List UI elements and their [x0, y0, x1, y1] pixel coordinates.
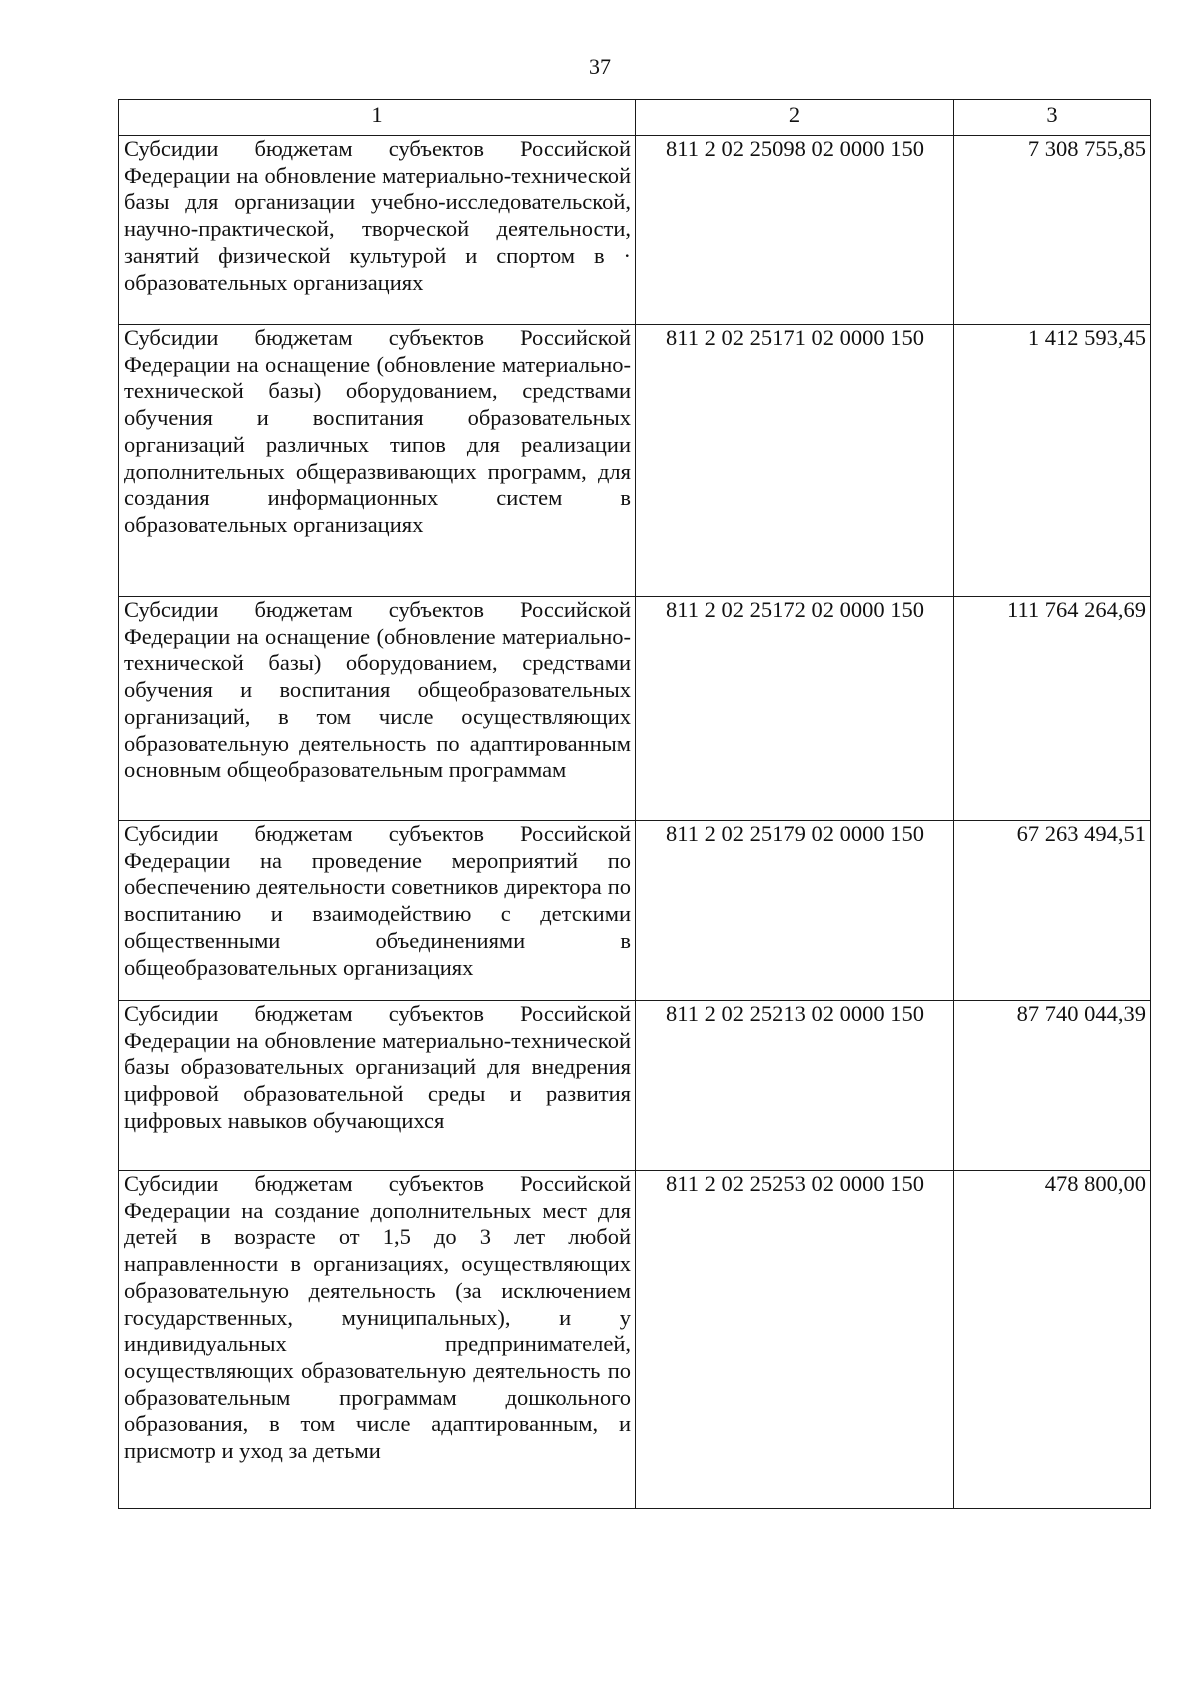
row-code: 811 2 02 25171 02 0000 150: [636, 325, 954, 597]
row-code: 811 2 02 25253 02 0000 150: [636, 1171, 954, 1509]
row-amount: 111 764 264,69: [954, 597, 1151, 821]
row-description: Субсидии бюджетам субъектов Российской Федерации на обновление материально-технической базы для организации учебно-исследовательской, научно-практической, творческой деятельности, занятий физической культурой и спортом в · образовательных организациях: [119, 136, 636, 325]
column-header-2: 2: [636, 100, 954, 136]
table-row: [119, 821, 1151, 1001]
row-amount: 478 800,00: [954, 1171, 1151, 1509]
row-amount: 87 740 044,39: [954, 1001, 1151, 1171]
table-header-row: [119, 100, 1151, 136]
column-header-1: 1: [119, 100, 636, 136]
row-code: 811 2 02 25213 02 0000 150: [636, 1001, 954, 1171]
row-code: 811 2 02 25098 02 0000 150: [636, 136, 954, 325]
table-row: [119, 325, 1151, 597]
table-row: [119, 597, 1151, 821]
row-description: Субсидии бюджетам субъектов Российской Федерации на проведение мероприятий по обеспечению деятельности советников директора по воспитанию и взаимодействию с детскими общественными объединениями в общеобразовательных организациях: [119, 821, 636, 1001]
row-description: Субсидии бюджетам субъектов Российской Федерации на создание дополнительных мест для детей в возрасте от 1,5 до 3 лет любой направленности в организациях, осуществляющих образовательную деятельность (за исключением государственных, муниципальных), и у индивидуальных предпринимателей, осуществляющих образовательную деятельность по образовательным программам дошкольного образования, в том числе адаптированным, и присмотр и уход за детьми: [119, 1171, 636, 1509]
row-amount: 67 263 494,51: [954, 821, 1151, 1001]
table-row: [119, 1001, 1151, 1171]
row-code: 811 2 02 25179 02 0000 150: [636, 821, 954, 1001]
page-number: 37: [589, 54, 611, 79]
row-description: Субсидии бюджетам субъектов Российской Федерации на оснащение (обновление материально-технической базы) оборудованием, средствами обучения и воспитания образовательных организаций различных типов для реализации дополнительных общеразвивающих программ, для создания информационных систем в образовательных организациях: [119, 325, 636, 597]
row-amount: 7 308 755,85: [954, 136, 1151, 325]
row-description: Субсидии бюджетам субъектов Российской Федерации на оснащение (обновление материально-технической базы) оборудованием, средствами обучения и воспитания общеобразовательных организаций, в том числе осуществляющих образовательную деятельность по адаптированным основным общеобразовательным программам: [119, 597, 636, 821]
row-code: 811 2 02 25172 02 0000 150: [636, 597, 954, 821]
table-row: [119, 136, 1151, 325]
row-description: Субсидии бюджетам субъектов Российской Федерации на обновление материально-технической базы образовательных организаций для внедрения цифровой образовательной среды и развития цифровых навыков обучающихся: [119, 1001, 636, 1171]
table-row: [119, 1171, 1151, 1509]
row-amount: 1 412 593,45: [954, 325, 1151, 597]
budget-table: [118, 99, 1151, 1509]
column-header-3: 3: [954, 100, 1151, 136]
